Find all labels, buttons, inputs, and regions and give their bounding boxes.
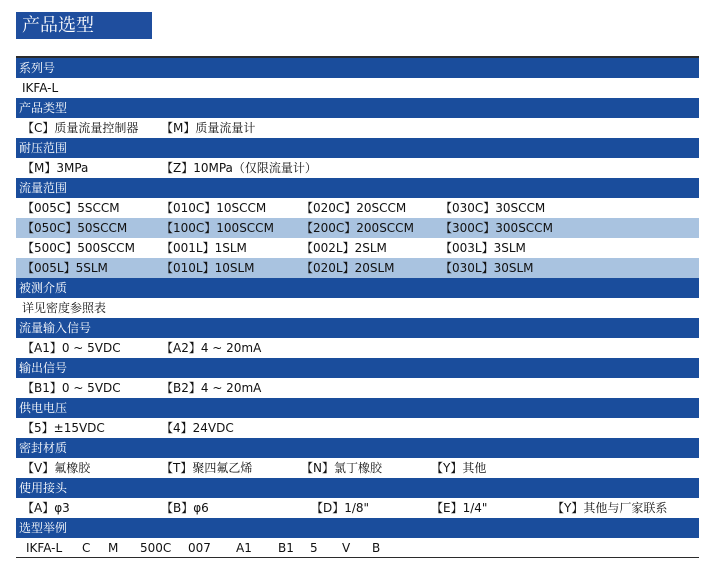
section-header-pressure: 耐压范围 [16, 138, 699, 158]
option-cell: 【5】±15VDC [22, 421, 105, 435]
table-row [16, 378, 699, 398]
example-part: B1 [278, 541, 294, 555]
option-cell: 【Y】其他与厂家联系 [552, 501, 668, 515]
bottom-divider [16, 557, 699, 558]
option-cell: 【002L】2SLM [301, 241, 387, 255]
option-cell: 【B】φ6 [161, 501, 209, 515]
section-header-output-signal: 输出信号 [16, 358, 699, 378]
option-cell: 【005L】5SLM [22, 261, 108, 275]
option-cell: 【500C】500SCCM [22, 241, 135, 255]
selection-table [16, 58, 699, 558]
option-cell: 【B1】0 ~ 5VDC [22, 381, 121, 395]
table-row [16, 338, 699, 358]
option-cell: 【C】质量流量控制器 [22, 121, 139, 135]
option-cell: 【020L】20SLM [301, 261, 395, 275]
option-cell: 【B2】4 ~ 20mA [161, 381, 262, 395]
option-cell: 【010L】10SLM [161, 261, 255, 275]
table-row [16, 78, 699, 98]
example-part: 500C [140, 541, 172, 555]
option-cell: 【100C】100SCCM [161, 221, 274, 235]
option-cell: 【200C】200SCCM [301, 221, 414, 235]
option-cell: 【E】1/4" [431, 501, 488, 515]
table-row [16, 258, 699, 278]
example-part: 5 [310, 541, 318, 555]
page-title: 产品选型 [16, 12, 152, 39]
section-header-input-signal: 流量输入信号 [16, 318, 699, 338]
example-part: V [342, 541, 351, 555]
option-cell: 【M】3MPa [22, 161, 89, 175]
option-cell: 【010C】10SCCM [161, 201, 267, 215]
section-header-fitting: 使用接头 [16, 478, 699, 498]
example-part: 007 [188, 541, 211, 555]
section-header-power: 供电电压 [16, 398, 699, 418]
section-header-example: 选型举例 [16, 518, 699, 538]
example-part: IKFA-L [26, 541, 63, 555]
option-cell: 【300C】300SCCM [440, 221, 553, 235]
option-cell: 【020C】20SCCM [301, 201, 407, 215]
table-row [16, 458, 699, 478]
option-cell: 【001L】1SLM [161, 241, 247, 255]
table-row [16, 498, 699, 518]
table-row [16, 238, 699, 258]
example-part: A1 [236, 541, 252, 555]
table-row [16, 298, 699, 318]
option-cell: 【A】φ3 [22, 501, 70, 515]
table-row [16, 418, 699, 438]
option-cell: 【005C】5SCCM [22, 201, 120, 215]
option-cell: 【A1】0 ~ 5VDC [22, 341, 121, 355]
example-part: M [108, 541, 119, 555]
option-cell: 【050C】50SCCM [22, 221, 128, 235]
option-cell: 【T】聚四氟乙烯 [161, 461, 253, 475]
section-header-seal: 密封材质 [16, 438, 699, 458]
table-row [16, 158, 699, 178]
option-cell: 【003L】3SLM [440, 241, 526, 255]
series-value: IKFA-L [22, 81, 59, 95]
section-header-product-type: 产品类型 [16, 98, 699, 118]
table-row [16, 218, 699, 238]
option-cell: 【M】质量流量计 [161, 121, 256, 135]
option-cell: 【4】24VDC [161, 421, 234, 435]
option-cell: 【030L】30SLM [440, 261, 534, 275]
example-part: C [82, 541, 91, 555]
section-header-series: 系列号 [16, 58, 699, 78]
option-cell: 【Y】其他 [431, 461, 487, 475]
section-header-flow-range: 流量范围 [16, 178, 699, 198]
option-cell: 【030C】30SCCM [440, 201, 546, 215]
option-cell: 【Z】10MPa（仅限流量计） [161, 161, 317, 175]
table-row [16, 538, 699, 558]
medium-value: 详见密度参照表 [22, 301, 107, 315]
example-part: B [372, 541, 381, 555]
option-cell: 【A2】4 ~ 20mA [161, 341, 262, 355]
table-row [16, 118, 699, 138]
section-header-medium: 被测介质 [16, 278, 699, 298]
option-cell: 【V】氟橡胶 [22, 461, 91, 475]
table-row [16, 198, 699, 218]
option-cell: 【D】1/8" [311, 501, 370, 515]
option-cell: 【N】氯丁橡胶 [301, 461, 382, 475]
